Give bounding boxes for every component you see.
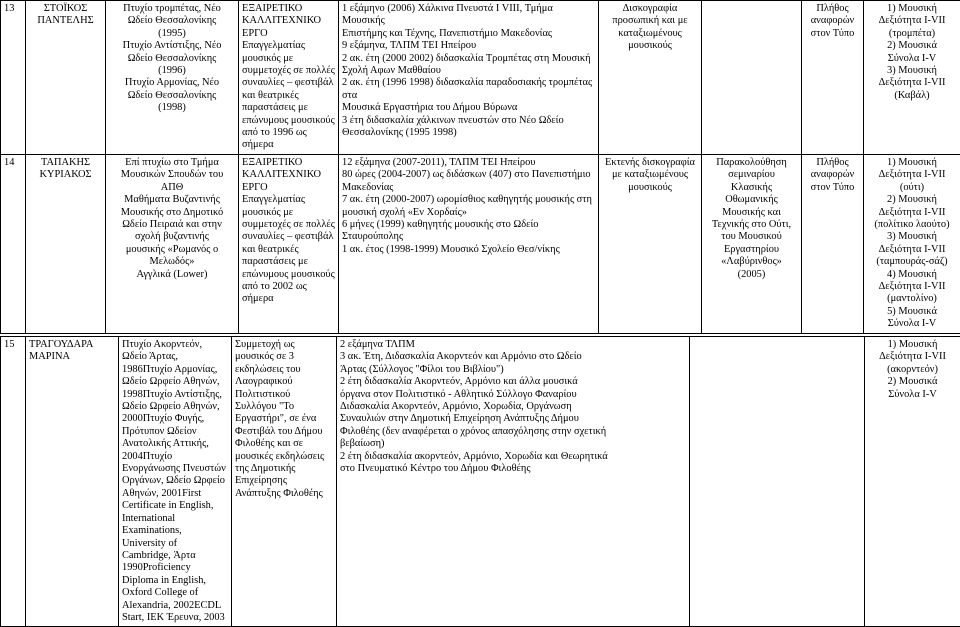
- seminars-cell: [702, 1, 802, 155]
- press-references-cell: Πλήθος αναφορών στον Τύπο: [802, 1, 864, 155]
- courses-cell: 1) Μουσική Δεξιότητα I-VII (ακορντεόν) 2) Μουσικά Σύνολα I-V: [865, 337, 960, 627]
- row-number: 13: [1, 1, 26, 155]
- discography-cell: Εκτενής δισκογραφία με καταξιωμένους μουσικούς: [599, 154, 702, 333]
- studies-cell: Επί πτυχίω στο Τμήμα Μουσικών Σπουδών του ΑΠΘ Μαθήματα Βυζαντινής Μουσικής στο Δημοτικό Ωδείο Πειραιά και στην σχολή βυζαντινής μουσικής «Ρωμανός ο Μελωδός» Αγγλικά (Lower): [106, 154, 239, 333]
- teaching-experience-cell: 1 εξάμηνο (2006) Χάλκινα Πνευστά I VIII, Τμήμα Μουσικής Επιστήμης και Τέχνης, Πανεπιστήμιο Μακεδονίας 9 εξάμηνα, ΤΛΠΜ ΤΕΙ Ηπείρου 2 ακ. έτη (2000 2002) διδασκαλία Τρομπέτας στη Μουσική Σχολή Αφων Μαθθαίου 2 ακ. έτη (1996 1998) διδασκαλία παραδοσιακής τρομπέτας στα Μουσικά Εργαστήρια του Δήμου Βύρωνα 3 έτη διδασκαλία χάλκινων πνευστών στο Νέο Ωδείο Θεσσαλονίκης (1995 1998): [339, 1, 599, 155]
- faculty-table-bottom: [0, 336, 960, 627]
- artistic-work-cell: ΕΞΑΙΡΕΤΙΚΟ ΚΑΛΛΙΤΕΧΝΙΚΟ ΕΡΓΟ Επαγγελματίας μουσικός με συμμετοχές σε πολλές συναυλίες – φεστιβάλ και θεατρικές παραστάσεις με επώνυμους μουσικούς από το 2002 ως σήμερα: [239, 154, 339, 333]
- studies-cell: Πτυχίο τρομπέτας, Νέο Ωδείο Θεσσαλονίκης (1995) Πτυχίο Αντίστιξης, Νέο Ωδείο Θεσσαλονίκης (1996) Πτυχίο Αρμονίας, Νέο Ωδείο Θεσσαλονίκης (1998): [106, 1, 239, 155]
- row-number: 14: [1, 154, 26, 333]
- press-references-cell: Πλήθος αναφορών στον Τύπο: [802, 154, 864, 333]
- full-name: ΣΤΟΪΚΟΣ ΠΑΝΤΕΛΗΣ: [26, 1, 106, 155]
- studies-cell: Πτυχίο Ακορντεόν, Ωδείο Άρτας, 1986Πτυχίο Αρμονίας, Ωδείο Ωρφείο Αθηνών, 1998Πτυχίο Αντίστιξης, Ωδείο Ωρφείο Αθηνών, 2000Πτυχίο Φυγής, Πρότυπον Ωδείον Ανατολικής Αττικής, 2004Πτυχίο Ενοργάνωσης Πνευστών Οργάνων, Ωδείο Ωρφείο Αθηνών, 2001First Certificate in English, International Examinations, University of Cambridge, Άρτα 1990Proficiency Diploma in English, Oxford College of Alexandria, 2002ECDL Start, IEK Έρευνα, 2003: [119, 337, 232, 627]
- artistic-work-cell: Συμμετοχή ως μουσικός σε 3 εκδηλώσεις του Λαογραφικού Πολιτιστικού Συλλόγου "Το Εργαστήρι", σε ένα Φεστιβάλ του Δήμου Φιλοθέης και σε μουσικές εκδηλώσεις της Δημοτικής Επιχείρησης Ανάπτυξης Φιλοθέης: [232, 337, 337, 627]
- discography-cell: Δισκογραφία προσωπική και με καταξιωμένους μουσικούς: [599, 1, 702, 155]
- full-name: ΤΑΠΑΚΗΣ ΚΥΡΙΑΚΟΣ: [26, 154, 106, 333]
- artistic-work-cell: ΕΞΑΙΡΕΤΙΚΟ ΚΑΛΛΙΤΕΧΝΙΚΟ ΕΡΓΟ Επαγγελματίας μουσικός με συμμετοχές σε πολλές συναυλίες – φεστιβάλ και θεατρικές παραστάσεις με επώνυμους μουσικούς από το 1996 ως σήμερα: [239, 1, 339, 155]
- table-row: [1, 337, 960, 627]
- teaching-experience-cell: 12 εξάμηνα (2007-2011), ΤΛΠΜ ΤΕΙ Ηπείρου 80 ώρες (2004-2007) ως διδάσκων (407) στο Πανεπιστήμιο Μακεδονίας 7 ακ. έτη (2000-2007) ωρομίσθιος καθηγητής μουσικής στη μουσική σχολή «Εν Χορδαίς» 6 μήνες (1999) καθηγητής μουσικής στο Ωδείο Σταυρούπολης 1 ακ. έτος (1998-1999) Μουσικό Σχολείο Θεσ/νίκης: [339, 154, 599, 333]
- table-row: [1, 1, 960, 155]
- courses-cell: 1) Μουσική Δεξιότητα I-VII (ούτι) 2) Μουσική Δεξιότητα I-VII (πολίτικο λαούτο) 3) Μουσική Δεξιότητα I-VII (ταμπουράς-σάζ) 4) Μουσική Δεξιότητα I-VII (μαντολίνο) 5) Μουσικά Σύνολα I-V: [864, 154, 960, 333]
- seminars-cell: Παρακολούθηση σεμιναρίου Κλασικής Οθωμανικής Μουσικής και Τεχνικής στο Ούτι, του Μουσικού Εργαστηρίου «Λαβύρινθος» (2005): [702, 154, 802, 333]
- table-row: [1, 154, 960, 333]
- full-name: ΤΡΑΓΟΥΔΑΡΑ ΜΑΡΙΝΑ: [26, 337, 119, 627]
- teaching-experience-cell: 2 εξάμηνα ΤΛΠΜ 3 ακ. Έτη, Διδασκαλία Ακορντεόν και Αρμόνιο στο Ωδείο Άρτας (Σύλλογος "Φίλοι του Βιβλίου") 2 έτη διδασκαλία Ακορντεόν, Αρμόνιο και άλλα μουσικά όργανα στον Πολιτιστικό - Αθλητικό Σύλλογο Φαναρίου Διδασκαλία Ακορντεόν, Αρμόνιο, Χορωδία, Οργάνωση Συναυλιών στην Δημοτική Επιχείρηση Ανάπτυξης Δήμου Φιλοθέης (δεν αναφέρεται ο χρόνος απασχόλησης στην σχετική βεβαίωση) 2 έτη διδασκαλία ακορντεόν, Αρμόνιο, Χορωδία και Θεωρητικά στο Πνευματικό Κέντρο του Δήμου Φιλοθέης: [337, 337, 690, 627]
- empty-cell: [690, 337, 865, 627]
- row-number: 15: [1, 337, 26, 627]
- courses-cell: 1) Μουσική Δεξιότητα I-VII (τρομπέτα) 2) Μουσικά Σύνολα I-V 3) Μουσική Δεξιότητα I-VII (Καβάλ): [864, 1, 960, 155]
